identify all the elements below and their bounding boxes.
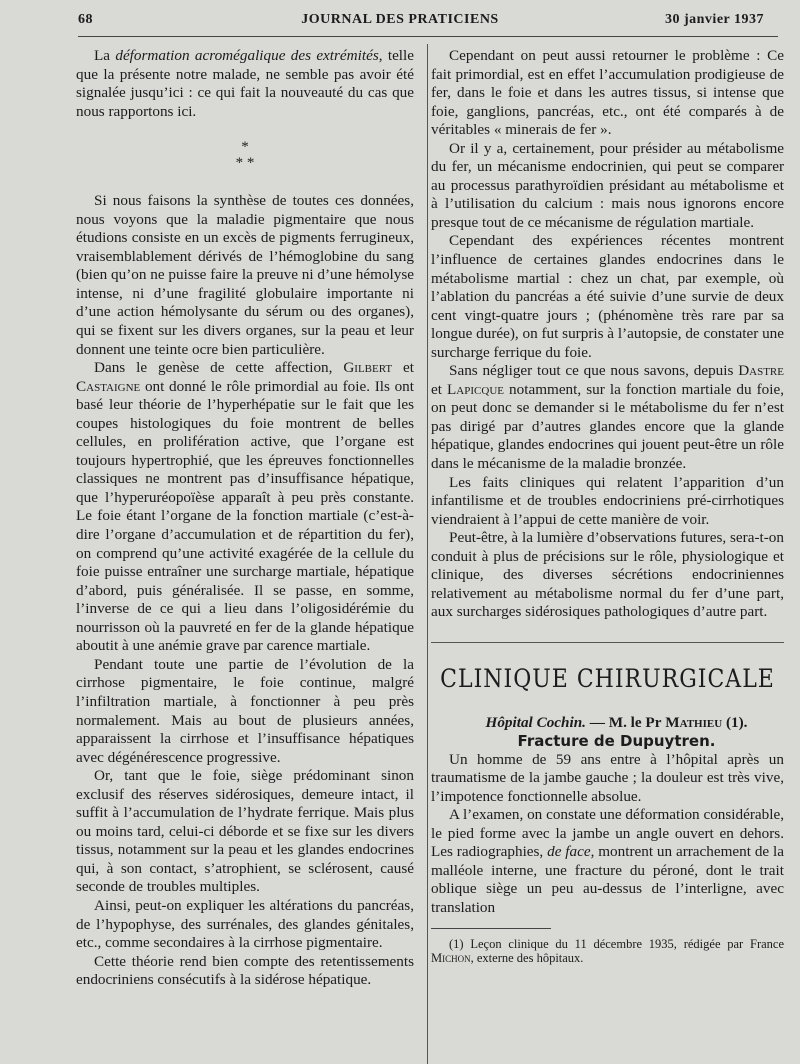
column-divider: [427, 44, 428, 1064]
footnote-rule: [431, 928, 551, 929]
paragraph: Or, tant que le foie, siège prédominant sinon exclusif des réserves sidérosiques, demeure intact, il suffit à l’accumulation de l’hydrate ferrique. Mais plus ou moins tard, celui-ci déborde et se fixe sur les divers tissus, notamment sur la peau et les glandes endocrines qui, à son contact, s’atrophient, se sclérosent, causé seconde de troubles multiples.: [76, 767, 414, 896]
footnote: (1) Leçon clinique du 11 décembre 1935, rédigée par France Michon, externe des hôpitaux.: [431, 936, 784, 965]
paragraph: Peut-être, à la lumière d’observations futures, sera-t-on conduit à plus de précisions sur le rôle, physiologique et clinique, des diverses sécrétions endocriniennes relativement au métabolisme normal du fer d’une part, aux surcharges sidérosiques pathologiques d’autre part.: [431, 529, 784, 621]
article-subtitle: Fracture de Dupuytren.: [517, 732, 716, 751]
page-header: [0, 12, 800, 38]
journal-title: JOURNAL DES PRATICIENS: [301, 12, 499, 27]
header-rule: [78, 36, 778, 37]
paragraph: Or il y a, certainement, pour présider au métabolisme du fer, un mécanisme endocrinien, qui peut se comparer au processus parathyroïdien présidant au métabolisme et à l’utilisation du calcium : mais nous ignorons encore presque tout de ce mécanisme de régulation martiale.: [431, 139, 784, 231]
issue-date: 30 janvier 1937: [664, 12, 764, 27]
paragraph: Un homme de 59 ans entre à l’hôpital après un traumatisme de la jambe gauche ; la douleur est très vive, l’impotence fonctionnelle absolue.: [431, 750, 784, 805]
section-title: CLINIQUE CHIRURGICALE: [440, 664, 775, 694]
paragraph: A l’examen, on constate une déformation considérable, le pied forme avec la jambe un angle ouvert en dehors. Les radiographies, de face, montrent un arrachement de la malléole interne, une fracture du péroné, dont le trait oblique siège un peu au-dessus de l’interligne, avec translation: [431, 806, 784, 916]
section-asterism: * * *: [235, 139, 255, 172]
lecture-heading: Hôpital Cochin. — M. le Pr Mathieu (1).: [485, 713, 748, 731]
paragraph: Les faits cliniques qui relatent l’apparition d’un infantilisme et de troubles endocriniens pré-cirrhotiques viendraient à l’appui de cette manière de voir.: [431, 473, 784, 528]
paragraph: Cette théorie rend bien compte des retentissements endocriniens consécutifs à la sidérose hépatique.: [76, 952, 414, 989]
page-number: 68: [78, 12, 93, 27]
paragraph: Sans négliger tout ce que nous savons, depuis Dastre et Lapicque notamment, sur la fonction martiale du foie, on peut donc se demander si le métabolisme du fer n’est pas dirigé par d’autres glandes encore que la glande hépatique, glandes endocrines qui jouent peut-être un rôle dans le mécanisme de la maladie bronzée.: [431, 362, 785, 473]
paragraph: Pendant toute une partie de l’évolution de la cirrhose pigmentaire, le foie continue, malgré l’infiltration martiale, à fonctionner à peu près normalement. Mais au bout de plusieurs années, apparaissent la cirrhose et l’insuffisance hépatiques avec dégénérescence progressive.: [76, 655, 414, 766]
paragraph: Dans le genèse de cette affection, Gilbert et Castaigne ont donné le rôle primordial au foie. Ils ont basé leur théorie de l’hyperhépatie sur le fait que les coupes histologiques du foie montrent de belles cellules, en prolifération active, que l’organe est toujours hypertrophié, que les épreuves fonctionnelles classiques ne montrent pas d’insuffisance hépatique, que l’hyperuréopoïèse apparaît à peu près constante. Le foie étant l’organe de la fonction martiale (c’est-à-dire l’organe d’accumulation et de répartition du fer), on comprend qu’une activité exagérée de la cellule du foie puisse entraîner une surcharge martiale, hépatique d’abord, puis généralisée. Il se passe, en somme, l’inverse de ce qui a lieu dans l’oligosidérémie du nourrisson où la pauvreté en fer de la glande hépatique aboutit à une anémie grave par carence martiale.: [76, 359, 414, 655]
paragraph: La déformation acromégalique des extrémités, telle que la présente notre malade, ne semble pas avoir été signalée jusqu’ici : ce qui fait la nouveauté du cas que nous rapportons ici.: [76, 47, 414, 120]
section-rule: [431, 642, 784, 643]
paragraph: Ainsi, peut-on expliquer les altérations du pancréas, de l’hypophyse, des surrénales, des glandes génitales, etc., comme secondaires à la cirrhose pigmentaire.: [76, 896, 414, 952]
paragraph: Cependant on peut aussi retourner le problème : Ce fait primordial, est en effet l’accumulation prodigieuse de fer, dans le foie et dans les autres tissus, si intense que foie, ganglions, pancréas, etc., ont été comparés à de véritables « minerais de fer ».: [431, 47, 784, 139]
paragraph: Cependant des expériences récentes montrent l’influence de certaines glandes endocrines dans le métabolisme martial : chez un chat, par exemple, où l’ablation du pancréas a été suivie d’une survie de deux cent vingt-quatre jours ; (phénomène très rare par sa longue durée), on fut surpris à l’autopsie, de constater une surcharge ferrique du foie.: [431, 232, 784, 361]
right-column: [431, 47, 784, 965]
paragraph: Si nous faisons la synthèse de toutes ces données, nous voyons que la maladie pigmentaire que nous étudions consiste en un excès de pigments ferrugineux, vraisemblablement dérivés de l’hémoglobine du sang (bien qu’on ne puisse faire la preuve ni d’une hémolyse intense, ni d’une fragilité globulaire importante ni d’une action hémolysante du sérum ou des organes), qui se fixent sur les divers organes, sur la peau et leur donnent une teinte ocre bien particulière.: [76, 192, 414, 358]
left-column: [76, 47, 414, 990]
